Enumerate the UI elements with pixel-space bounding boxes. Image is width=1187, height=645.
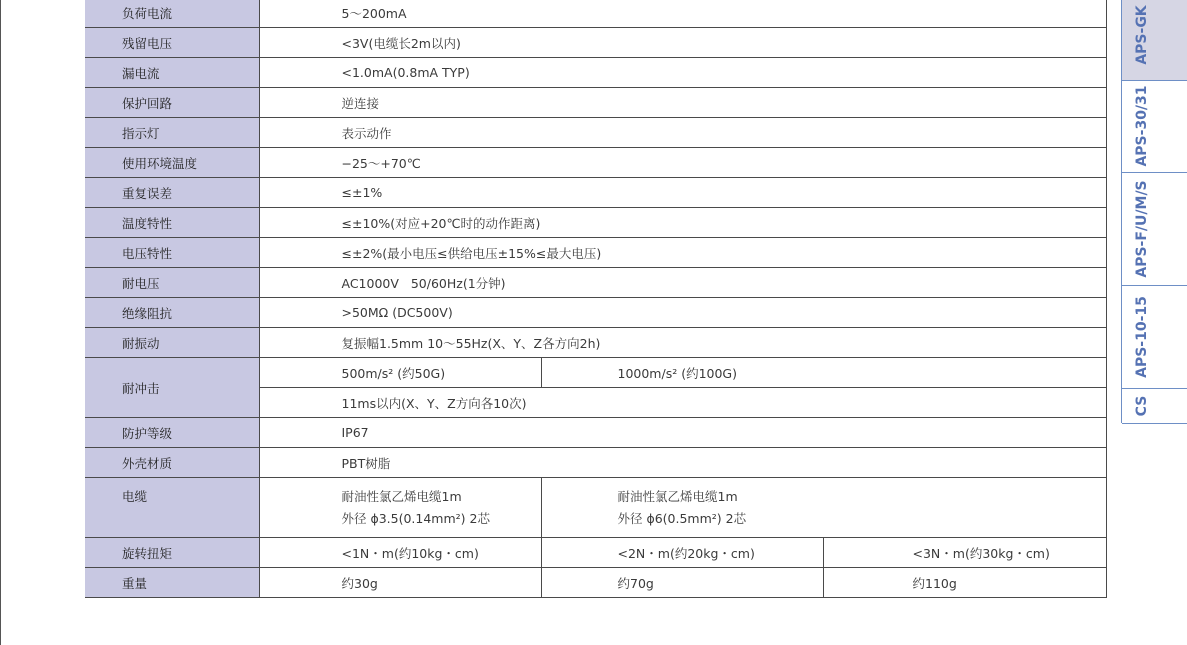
row-label: 重复误差 xyxy=(85,178,259,208)
table-row xyxy=(85,28,1106,58)
row-value: 表示动作 xyxy=(259,118,1106,148)
table-row xyxy=(85,568,1106,598)
cable-line: 耐油性氯乙烯电缆1m xyxy=(341,488,462,504)
table-row xyxy=(85,0,1106,28)
side-tab-label: APS-F/U/M/S xyxy=(1134,179,1150,278)
row-value xyxy=(259,478,541,538)
table-row xyxy=(85,88,1106,118)
table-row xyxy=(85,538,1106,568)
table-row xyxy=(85,418,1106,448)
row-value: <3V(电缆长2m以内) xyxy=(259,28,1106,58)
table-row xyxy=(85,298,1106,328)
row-label: 耐振动 xyxy=(85,328,259,358)
row-value: IP67 xyxy=(259,418,1106,448)
row-value: PBT树脂 xyxy=(259,448,1106,478)
table-row xyxy=(85,268,1106,298)
table-row xyxy=(85,118,1106,148)
side-tab-aps-fums[interactable] xyxy=(1122,172,1187,286)
row-label: 负荷电流 xyxy=(85,0,259,28)
row-value: 复振幅1.5mm 10～55Hz(X、Y、Z各方向2h) xyxy=(259,328,1106,358)
side-tab-label: APS-30/31 xyxy=(1134,85,1150,167)
row-value: <3N・m(约30kg・cm) xyxy=(823,538,1106,568)
cable-line: 耐油性氯乙烯电缆1m xyxy=(617,488,738,504)
row-value: 5～200mA xyxy=(259,0,1106,28)
row-value: <2N・m(约20kg・cm) xyxy=(541,538,823,568)
row-label: 使用环境温度 xyxy=(85,148,259,178)
row-label: 残留电压 xyxy=(85,28,259,58)
row-label: 外壳材质 xyxy=(85,448,259,478)
row-value: 逆连接 xyxy=(259,88,1106,118)
row-label: 漏电流 xyxy=(85,58,259,88)
side-tab-aps-30-31[interactable] xyxy=(1122,80,1187,173)
row-value: ≤±10%(对应+20℃时的动作距离) xyxy=(259,208,1106,238)
row-label: 指示灯 xyxy=(85,118,259,148)
table-row xyxy=(85,358,1106,388)
side-tab-aps-gk[interactable] xyxy=(1122,0,1187,81)
row-label: 电压特性 xyxy=(85,238,259,268)
table-row xyxy=(85,478,1106,538)
page-left-border xyxy=(0,0,1,645)
spec-table xyxy=(85,0,1107,598)
row-value: ≤±1% xyxy=(259,178,1106,208)
table-row xyxy=(85,148,1106,178)
row-value: −25～+70℃ xyxy=(259,148,1106,178)
side-tab-label: CS xyxy=(1134,395,1150,416)
cable-line: 外径 ϕ6(0.5mm²) 2芯 xyxy=(617,510,747,526)
side-tab-aps-10-15[interactable] xyxy=(1122,285,1187,389)
table-row xyxy=(85,448,1106,478)
row-value: 约70g xyxy=(541,568,823,598)
row-value: >50MΩ (DC500V) xyxy=(259,298,1106,328)
row-label: 旋转扭矩 xyxy=(85,538,259,568)
row-label: 重量 xyxy=(85,568,259,598)
row-label: 耐电压 xyxy=(85,268,259,298)
row-label: 保护回路 xyxy=(85,88,259,118)
row-value: 500m/s² (约50G) xyxy=(259,358,541,388)
side-tab-label: APS-GK xyxy=(1134,5,1150,65)
row-label: 防护等级 xyxy=(85,418,259,448)
cable-line: 外径 ϕ3.5(0.14mm²) 2芯 xyxy=(341,510,490,526)
row-value xyxy=(541,478,1106,538)
row-label: 温度特性 xyxy=(85,208,259,238)
table-row xyxy=(85,178,1106,208)
side-tab-label: APS-10-15 xyxy=(1134,295,1150,378)
row-value: 11ms以内(X、Y、Z方向各10次) xyxy=(259,388,1106,418)
row-value: ≤±2%(最小电压≤供给电压±15%≤最大电压) xyxy=(259,238,1106,268)
row-value: <1.0mA(0.8mA TYP) xyxy=(259,58,1106,88)
side-tab-strip xyxy=(1121,0,1187,423)
row-value: <1N・m(约10kg・cm) xyxy=(259,538,541,568)
row-label: 电缆 xyxy=(85,478,259,538)
table-row xyxy=(85,208,1106,238)
row-label: 耐冲击 xyxy=(85,358,259,418)
row-label: 绝缘阻抗 xyxy=(85,298,259,328)
table-row xyxy=(85,238,1106,268)
row-value: 约30g xyxy=(259,568,541,598)
row-value: AC1000V 50/60Hz(1分钟) xyxy=(259,268,1106,298)
row-value: 约110g xyxy=(823,568,1106,598)
row-value: 1000m/s² (约100G) xyxy=(541,358,1106,388)
side-tab-cs[interactable] xyxy=(1122,388,1187,424)
table-row xyxy=(85,58,1106,88)
table-row xyxy=(85,328,1106,358)
